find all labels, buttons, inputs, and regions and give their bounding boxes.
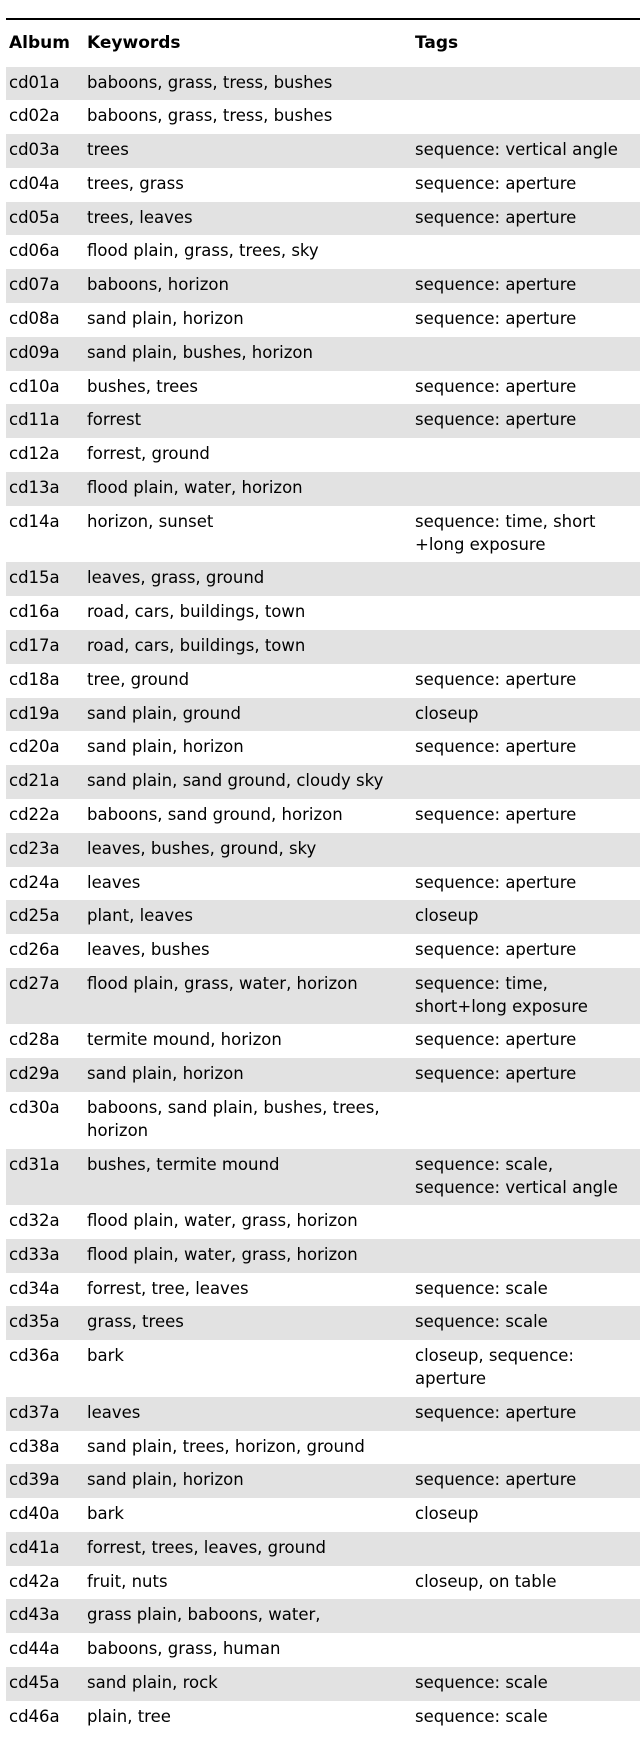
tags-cell xyxy=(415,1239,640,1273)
keywords-cell: bushes, termite mound xyxy=(87,1149,415,1206)
album-cell: cd21a xyxy=(6,765,87,799)
album-cell: cd19a xyxy=(6,698,87,732)
table-row xyxy=(6,1464,640,1498)
album-cell: cd24a xyxy=(9,872,60,892)
keywords-cell: fruit, nuts xyxy=(87,1571,168,1591)
tags-cell xyxy=(415,337,640,371)
table-row xyxy=(6,67,640,101)
album-cell: cd40a xyxy=(9,1504,60,1524)
album-cell: cd27a xyxy=(6,968,87,1025)
keywords-cell: forrest xyxy=(87,404,415,438)
album-table xyxy=(6,20,640,1735)
keywords-cell: sand plain, horizon xyxy=(87,1058,415,1092)
tags-cell: sequence: aperture xyxy=(415,737,577,757)
table-row xyxy=(6,269,640,303)
album-cell: cd13a xyxy=(6,472,87,506)
tags-cell: sequence: aperture xyxy=(415,1058,640,1092)
album-cell: cd02a xyxy=(9,106,60,126)
table-row xyxy=(6,664,640,698)
table-row xyxy=(6,404,640,438)
album-cell: cd11a xyxy=(6,404,87,438)
tags-cell: sequence: scale xyxy=(415,1667,640,1701)
album-cell: cd32a xyxy=(9,1211,60,1231)
table-row xyxy=(6,371,640,405)
table-row xyxy=(6,1205,640,1239)
album-cell: cd20a xyxy=(9,737,60,757)
table-row xyxy=(6,1566,640,1600)
tags-cell: sequence: aperture xyxy=(415,804,577,824)
album-cell: cd31a xyxy=(6,1149,87,1206)
keywords-cell: grass, trees xyxy=(87,1306,415,1340)
tags-cell xyxy=(415,596,640,630)
album-cell: cd36a xyxy=(9,1346,60,1366)
tags-cell: sequence: aperture xyxy=(415,173,577,193)
album-cell: cd35a xyxy=(6,1306,87,1340)
tags-cell: sequence: aperture xyxy=(415,202,640,236)
keywords-cell: forrest, tree, leaves xyxy=(87,1278,249,1298)
album-cell: cd14a xyxy=(9,511,60,531)
keywords-cell: bushes, trees xyxy=(87,376,199,396)
table-row xyxy=(6,1599,640,1633)
table-row xyxy=(6,1498,640,1532)
table-row xyxy=(6,731,640,765)
tags-cell: sequence: aperture xyxy=(415,940,577,960)
tags-cell: sequence: aperture xyxy=(415,872,577,892)
table-row xyxy=(6,1149,640,1206)
tags-cell xyxy=(415,472,640,506)
album-cell: cd26a xyxy=(9,940,60,960)
keywords-cell: sand plain, bushes, horizon xyxy=(87,337,415,371)
tags-cell: closeup xyxy=(415,1504,479,1524)
tags-cell: sequence: aperture xyxy=(415,404,640,438)
table-row xyxy=(6,472,640,506)
table-row xyxy=(6,134,640,168)
album-cell: cd30a xyxy=(9,1098,60,1118)
keywords-cell: sand plain, rock xyxy=(87,1667,415,1701)
table-row xyxy=(6,596,640,630)
album-cell: cd29a xyxy=(6,1058,87,1092)
album-cell: cd41a xyxy=(6,1532,87,1566)
table-row xyxy=(6,1092,640,1149)
album-table-wrapper xyxy=(6,18,640,1735)
tags-cell: sequence: scale, sequence: vertical angle xyxy=(415,1149,640,1206)
album-cell: cd01a xyxy=(6,67,87,101)
table-body xyxy=(6,67,640,1735)
keywords-cell: sand plain, sand ground, cloudy sky xyxy=(87,765,415,799)
table-row xyxy=(6,235,640,269)
keywords-cell: trees, leaves xyxy=(87,202,415,236)
table-row xyxy=(6,934,640,968)
keywords-cell: baboons, horizon xyxy=(87,269,415,303)
tags-cell xyxy=(415,1205,640,1239)
tags-cell xyxy=(415,833,640,867)
tags-cell: closeup xyxy=(415,900,640,934)
keywords-cell: trees, grass xyxy=(87,173,184,193)
album-cell: cd09a xyxy=(6,337,87,371)
table-row xyxy=(6,168,640,202)
keywords-cell: forrest, ground xyxy=(87,444,210,464)
table-row xyxy=(6,799,640,833)
table-row xyxy=(6,202,640,236)
keywords-cell: flood plain, grass, trees, sky xyxy=(87,241,319,261)
tags-cell xyxy=(415,235,640,269)
keywords-cell: baboons, grass, tress, bushes xyxy=(87,67,415,101)
keywords-cell: plain, tree xyxy=(87,1706,171,1726)
keywords-cell: baboons, grass, tress, bushes xyxy=(87,106,333,126)
album-cell: cd43a xyxy=(6,1599,87,1633)
tags-cell xyxy=(415,1431,640,1465)
tags-cell xyxy=(415,1633,640,1667)
album-cell: cd08a xyxy=(9,309,60,329)
album-cell: cd12a xyxy=(9,444,60,464)
table-row xyxy=(6,1340,640,1397)
tags-cell: sequence: time, short +long exposure xyxy=(415,511,596,554)
album-cell: cd04a xyxy=(9,173,60,193)
keywords-cell: road, cars, buildings, town xyxy=(87,630,415,664)
table-row xyxy=(6,1306,640,1340)
tags-cell: sequence: vertical angle xyxy=(415,134,640,168)
tags-cell xyxy=(415,765,640,799)
keywords-cell: baboons, sand plain, bushes, trees, horizon xyxy=(87,1098,380,1141)
table-row xyxy=(6,438,640,472)
table-row xyxy=(6,337,640,371)
album-cell: cd39a xyxy=(6,1464,87,1498)
keywords-cell: leaves xyxy=(87,872,141,892)
tags-cell: sequence: aperture xyxy=(415,1030,577,1050)
keywords-cell: sand plain, trees, horizon, ground xyxy=(87,1436,365,1456)
keywords-cell: bark xyxy=(87,1504,124,1524)
keywords-cell: plant, leaves xyxy=(87,900,415,934)
table-row xyxy=(6,1058,640,1092)
tags-cell xyxy=(415,1599,640,1633)
table-row xyxy=(6,1239,640,1273)
table-row xyxy=(6,562,640,596)
album-cell: cd45a xyxy=(6,1667,87,1701)
tags-cell xyxy=(415,1532,640,1566)
tags-cell xyxy=(415,630,640,664)
album-cell: cd37a xyxy=(6,1397,87,1431)
album-cell: cd07a xyxy=(6,269,87,303)
album-cell: cd10a xyxy=(9,376,60,396)
table-row xyxy=(6,1397,640,1431)
table-row xyxy=(6,1273,640,1307)
keywords-cell: termite mound, horizon xyxy=(87,1030,282,1050)
album-cell: cd05a xyxy=(6,202,87,236)
album-cell: cd34a xyxy=(9,1278,60,1298)
album-cell: cd16a xyxy=(9,602,60,622)
tags-cell: closeup xyxy=(415,698,640,732)
tags-cell: sequence: scale xyxy=(415,1278,548,1298)
tags-cell xyxy=(415,562,640,596)
tags-cell xyxy=(415,438,640,472)
album-cell: cd46a xyxy=(9,1706,60,1726)
keywords-cell: sand plain, horizon xyxy=(87,1464,415,1498)
tags-cell: sequence: aperture xyxy=(415,376,577,396)
album-cell: cd17a xyxy=(6,630,87,664)
table-row xyxy=(6,968,640,1025)
keywords-cell: leaves, bushes xyxy=(87,940,210,960)
album-cell: cd15a xyxy=(6,562,87,596)
keywords-cell: trees xyxy=(87,134,415,168)
column-header-keywords: Keywords xyxy=(87,33,181,53)
table-row xyxy=(6,1667,640,1701)
tags-cell: sequence: time, short+long exposure xyxy=(415,968,640,1025)
table-row xyxy=(6,303,640,337)
table-row xyxy=(6,1431,640,1465)
keywords-cell: baboons, sand ground, horizon xyxy=(87,804,343,824)
keywords-cell: flood plain, water, grass, horizon xyxy=(87,1239,415,1273)
keywords-cell: sand plain, horizon xyxy=(87,309,244,329)
table-row xyxy=(6,765,640,799)
album-cell: cd03a xyxy=(6,134,87,168)
tags-cell: sequence: aperture xyxy=(415,269,640,303)
table-row xyxy=(6,1024,640,1058)
tags-cell: sequence: aperture xyxy=(415,1464,640,1498)
header-row xyxy=(6,20,640,67)
column-header-tags: Tags xyxy=(415,33,459,53)
tags-cell xyxy=(415,1092,640,1149)
tags-cell: sequence: scale xyxy=(415,1306,640,1340)
album-cell: cd25a xyxy=(6,900,87,934)
tags-cell: sequence: aperture xyxy=(415,309,577,329)
album-cell: cd28a xyxy=(9,1030,60,1050)
keywords-cell: road, cars, buildings, town xyxy=(87,602,306,622)
tags-cell: sequence: aperture xyxy=(415,1397,640,1431)
keywords-cell: tree, ground xyxy=(87,669,190,689)
album-cell: cd06a xyxy=(9,241,60,261)
album-cell: cd18a xyxy=(9,669,60,689)
table-row xyxy=(6,698,640,732)
album-cell: cd23a xyxy=(6,833,87,867)
table-row xyxy=(6,506,640,563)
album-cell: cd33a xyxy=(6,1239,87,1273)
keywords-cell: forrest, trees, leaves, ground xyxy=(87,1532,415,1566)
tags-cell: sequence: scale xyxy=(415,1706,548,1726)
keywords-cell: leaves, grass, ground xyxy=(87,562,415,596)
album-cell: cd38a xyxy=(9,1436,60,1456)
keywords-cell: horizon, sunset xyxy=(87,511,214,531)
keywords-cell: flood plain, water, grass, horizon xyxy=(87,1211,358,1231)
tags-cell xyxy=(415,100,640,134)
table-row xyxy=(6,867,640,901)
keywords-cell: baboons, grass, human xyxy=(87,1639,281,1659)
keywords-cell: leaves xyxy=(87,1397,415,1431)
table-row xyxy=(6,1532,640,1566)
tags-cell: sequence: aperture xyxy=(415,669,577,689)
album-cell: cd44a xyxy=(9,1639,60,1659)
table-row xyxy=(6,100,640,134)
table-row xyxy=(6,1633,640,1667)
album-cell: cd42a xyxy=(9,1571,60,1591)
tags-cell: closeup, sequence: aperture xyxy=(415,1346,574,1389)
keywords-cell: sand plain, horizon xyxy=(87,737,244,757)
table-row xyxy=(6,630,640,664)
keywords-cell: flood plain, water, horizon xyxy=(87,472,415,506)
table-row xyxy=(6,1701,640,1735)
table-row xyxy=(6,833,640,867)
tags-cell: closeup, on table xyxy=(415,1571,557,1591)
keywords-cell: bark xyxy=(87,1346,124,1366)
keywords-cell: grass plain, baboons, water, xyxy=(87,1599,415,1633)
album-cell: cd22a xyxy=(9,804,60,824)
tags-cell xyxy=(415,67,640,101)
keywords-cell: flood plain, grass, water, horizon xyxy=(87,968,415,1025)
table-row xyxy=(6,900,640,934)
keywords-cell: sand plain, ground xyxy=(87,698,415,732)
column-header-album: Album xyxy=(9,33,70,53)
keywords-cell: leaves, bushes, ground, sky xyxy=(87,833,415,867)
